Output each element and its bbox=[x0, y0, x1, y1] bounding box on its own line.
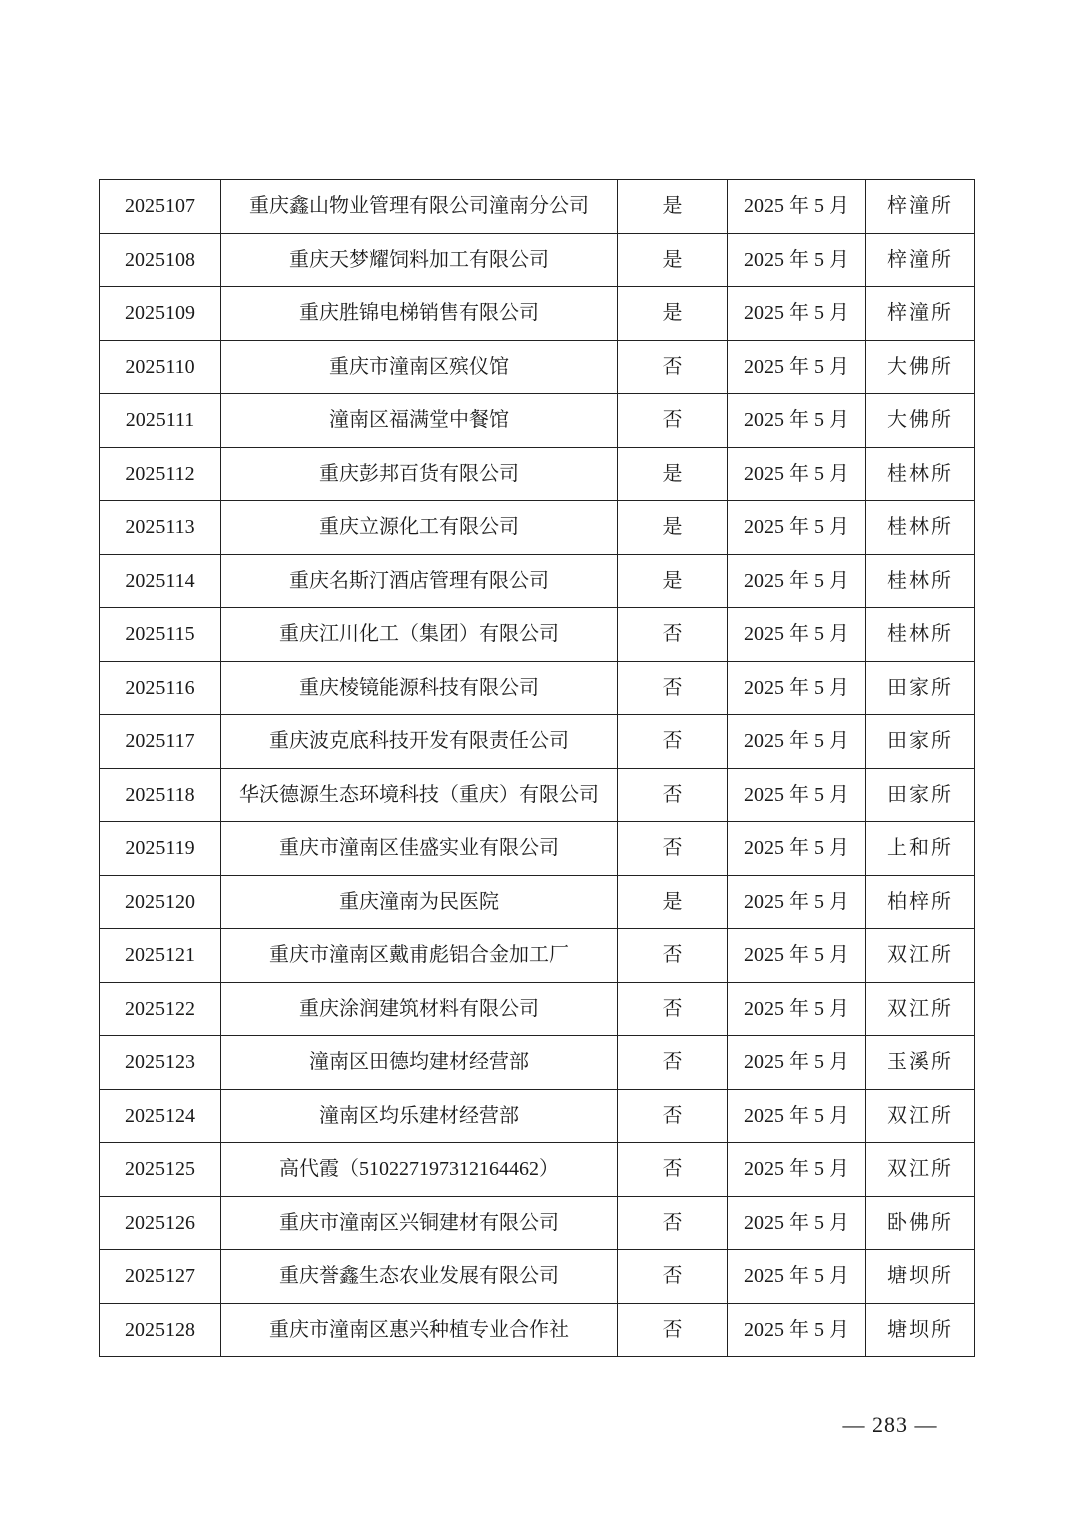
table-row bbox=[100, 661, 975, 715]
cell-flag: 是 bbox=[618, 447, 728, 501]
table-row bbox=[100, 1089, 975, 1143]
page-number: — 283 — bbox=[842, 1412, 938, 1437]
cell-record-id: 2025115 bbox=[100, 608, 221, 662]
cell-entity-name: 华沃德源生态环境科技（重庆）有限公司 bbox=[221, 768, 618, 822]
cell-entity-name: 高代霞（510227197312164462） bbox=[221, 1143, 618, 1197]
cell-flag: 否 bbox=[618, 1303, 728, 1357]
table-row bbox=[100, 340, 975, 394]
cell-flag: 是 bbox=[618, 287, 728, 341]
table-row bbox=[100, 1143, 975, 1197]
cell-entity-name: 潼南区福满堂中餐馆 bbox=[221, 394, 618, 448]
cell-entity-name: 重庆鑫山物业管理有限公司潼南分公司 bbox=[221, 180, 618, 234]
cell-flag: 否 bbox=[618, 1196, 728, 1250]
cell-entity-name: 重庆市潼南区殡仪馆 bbox=[221, 340, 618, 394]
cell-record-id: 2025120 bbox=[100, 875, 221, 929]
cell-record-id: 2025111 bbox=[100, 394, 221, 448]
table-row bbox=[100, 447, 975, 501]
cell-office: 桂林所 bbox=[866, 608, 975, 662]
table-row bbox=[100, 554, 975, 608]
cell-entity-name: 重庆棱镜能源科技有限公司 bbox=[221, 661, 618, 715]
cell-date: 2025 年 5 月 bbox=[728, 394, 866, 448]
cell-record-id: 2025107 bbox=[100, 180, 221, 234]
cell-flag: 否 bbox=[618, 982, 728, 1036]
cell-office: 梓潼所 bbox=[866, 233, 975, 287]
register-table bbox=[99, 179, 975, 1357]
table-row bbox=[100, 608, 975, 662]
cell-flag: 是 bbox=[618, 233, 728, 287]
cell-office: 双江所 bbox=[866, 1143, 975, 1197]
cell-office: 桂林所 bbox=[866, 501, 975, 555]
cell-office: 大佛所 bbox=[866, 340, 975, 394]
cell-record-id: 2025116 bbox=[100, 661, 221, 715]
cell-office: 梓潼所 bbox=[866, 287, 975, 341]
cell-date: 2025 年 5 月 bbox=[728, 340, 866, 394]
table-row bbox=[100, 233, 975, 287]
cell-office: 双江所 bbox=[866, 982, 975, 1036]
table-row bbox=[100, 875, 975, 929]
cell-flag: 否 bbox=[618, 768, 728, 822]
cell-record-id: 2025124 bbox=[100, 1089, 221, 1143]
cell-record-id: 2025125 bbox=[100, 1143, 221, 1197]
table-row bbox=[100, 1036, 975, 1090]
table-row bbox=[100, 768, 975, 822]
cell-office: 塘坝所 bbox=[866, 1250, 975, 1304]
cell-entity-name: 重庆市潼南区戴甫彪铝合金加工厂 bbox=[221, 929, 618, 983]
cell-entity-name: 重庆市潼南区惠兴种植专业合作社 bbox=[221, 1303, 618, 1357]
cell-office: 桂林所 bbox=[866, 447, 975, 501]
cell-flag: 否 bbox=[618, 661, 728, 715]
cell-date: 2025 年 5 月 bbox=[728, 822, 866, 876]
cell-date: 2025 年 5 月 bbox=[728, 501, 866, 555]
cell-date: 2025 年 5 月 bbox=[728, 608, 866, 662]
cell-office: 田家所 bbox=[866, 768, 975, 822]
cell-date: 2025 年 5 月 bbox=[728, 1089, 866, 1143]
cell-date: 2025 年 5 月 bbox=[728, 1036, 866, 1090]
cell-date: 2025 年 5 月 bbox=[728, 447, 866, 501]
table-row bbox=[100, 287, 975, 341]
cell-record-id: 2025117 bbox=[100, 715, 221, 769]
table-row bbox=[100, 394, 975, 448]
cell-entity-name: 重庆江川化工（集团）有限公司 bbox=[221, 608, 618, 662]
cell-office: 卧佛所 bbox=[866, 1196, 975, 1250]
cell-record-id: 2025110 bbox=[100, 340, 221, 394]
table-row bbox=[100, 1303, 975, 1357]
cell-entity-name: 重庆市潼南区兴铜建材有限公司 bbox=[221, 1196, 618, 1250]
cell-entity-name: 重庆誉鑫生态农业发展有限公司 bbox=[221, 1250, 618, 1304]
cell-flag: 否 bbox=[618, 1089, 728, 1143]
cell-entity-name: 重庆市潼南区佳盛实业有限公司 bbox=[221, 822, 618, 876]
cell-date: 2025 年 5 月 bbox=[728, 929, 866, 983]
cell-date: 2025 年 5 月 bbox=[728, 233, 866, 287]
cell-record-id: 2025123 bbox=[100, 1036, 221, 1090]
table-row bbox=[100, 501, 975, 555]
cell-flag: 是 bbox=[618, 501, 728, 555]
cell-flag: 否 bbox=[618, 822, 728, 876]
cell-office: 玉溪所 bbox=[866, 1036, 975, 1090]
cell-office: 双江所 bbox=[866, 929, 975, 983]
cell-entity-name: 重庆涂润建筑材料有限公司 bbox=[221, 982, 618, 1036]
cell-date: 2025 年 5 月 bbox=[728, 661, 866, 715]
cell-date: 2025 年 5 月 bbox=[728, 1196, 866, 1250]
cell-entity-name: 重庆天梦耀饲料加工有限公司 bbox=[221, 233, 618, 287]
cell-flag: 否 bbox=[618, 1143, 728, 1197]
table-row bbox=[100, 1196, 975, 1250]
cell-office: 梓潼所 bbox=[866, 180, 975, 234]
cell-record-id: 2025122 bbox=[100, 982, 221, 1036]
cell-office: 田家所 bbox=[866, 661, 975, 715]
table-row bbox=[100, 1250, 975, 1304]
cell-date: 2025 年 5 月 bbox=[728, 875, 866, 929]
cell-entity-name: 潼南区均乐建材经营部 bbox=[221, 1089, 618, 1143]
cell-date: 2025 年 5 月 bbox=[728, 287, 866, 341]
cell-record-id: 2025127 bbox=[100, 1250, 221, 1304]
cell-record-id: 2025109 bbox=[100, 287, 221, 341]
cell-flag: 否 bbox=[618, 1250, 728, 1304]
cell-date: 2025 年 5 月 bbox=[728, 1143, 866, 1197]
table-row bbox=[100, 929, 975, 983]
table-row bbox=[100, 822, 975, 876]
cell-office: 桂林所 bbox=[866, 554, 975, 608]
cell-date: 2025 年 5 月 bbox=[728, 180, 866, 234]
cell-office: 上和所 bbox=[866, 822, 975, 876]
cell-record-id: 2025118 bbox=[100, 768, 221, 822]
cell-office: 塘坝所 bbox=[866, 1303, 975, 1357]
cell-record-id: 2025114 bbox=[100, 554, 221, 608]
cell-office: 田家所 bbox=[866, 715, 975, 769]
cell-record-id: 2025112 bbox=[100, 447, 221, 501]
cell-date: 2025 年 5 月 bbox=[728, 1303, 866, 1357]
cell-date: 2025 年 5 月 bbox=[728, 554, 866, 608]
cell-record-id: 2025121 bbox=[100, 929, 221, 983]
cell-flag: 否 bbox=[618, 1036, 728, 1090]
table-row bbox=[100, 715, 975, 769]
cell-entity-name: 重庆名斯汀酒店管理有限公司 bbox=[221, 554, 618, 608]
cell-date: 2025 年 5 月 bbox=[728, 768, 866, 822]
cell-flag: 是 bbox=[618, 180, 728, 234]
cell-entity-name: 重庆潼南为民医院 bbox=[221, 875, 618, 929]
cell-office: 柏梓所 bbox=[866, 875, 975, 929]
cell-flag: 否 bbox=[618, 340, 728, 394]
cell-entity-name: 重庆胜锦电梯销售有限公司 bbox=[221, 287, 618, 341]
table-row bbox=[100, 982, 975, 1036]
table-body bbox=[100, 180, 975, 1357]
cell-flag: 否 bbox=[618, 608, 728, 662]
cell-entity-name: 重庆彭邦百货有限公司 bbox=[221, 447, 618, 501]
cell-record-id: 2025126 bbox=[100, 1196, 221, 1250]
cell-record-id: 2025113 bbox=[100, 501, 221, 555]
cell-entity-name: 潼南区田德均建材经营部 bbox=[221, 1036, 618, 1090]
cell-flag: 是 bbox=[618, 875, 728, 929]
cell-flag: 否 bbox=[618, 715, 728, 769]
cell-entity-name: 重庆波克底科技开发有限责任公司 bbox=[221, 715, 618, 769]
cell-record-id: 2025128 bbox=[100, 1303, 221, 1357]
cell-date: 2025 年 5 月 bbox=[728, 1250, 866, 1304]
cell-office: 大佛所 bbox=[866, 394, 975, 448]
cell-flag: 否 bbox=[618, 929, 728, 983]
cell-flag: 是 bbox=[618, 554, 728, 608]
cell-date: 2025 年 5 月 bbox=[728, 982, 866, 1036]
cell-date: 2025 年 5 月 bbox=[728, 715, 866, 769]
cell-flag: 否 bbox=[618, 394, 728, 448]
cell-record-id: 2025119 bbox=[100, 822, 221, 876]
cell-office: 双江所 bbox=[866, 1089, 975, 1143]
cell-record-id: 2025108 bbox=[100, 233, 221, 287]
cell-entity-name: 重庆立源化工有限公司 bbox=[221, 501, 618, 555]
table-row bbox=[100, 180, 975, 234]
